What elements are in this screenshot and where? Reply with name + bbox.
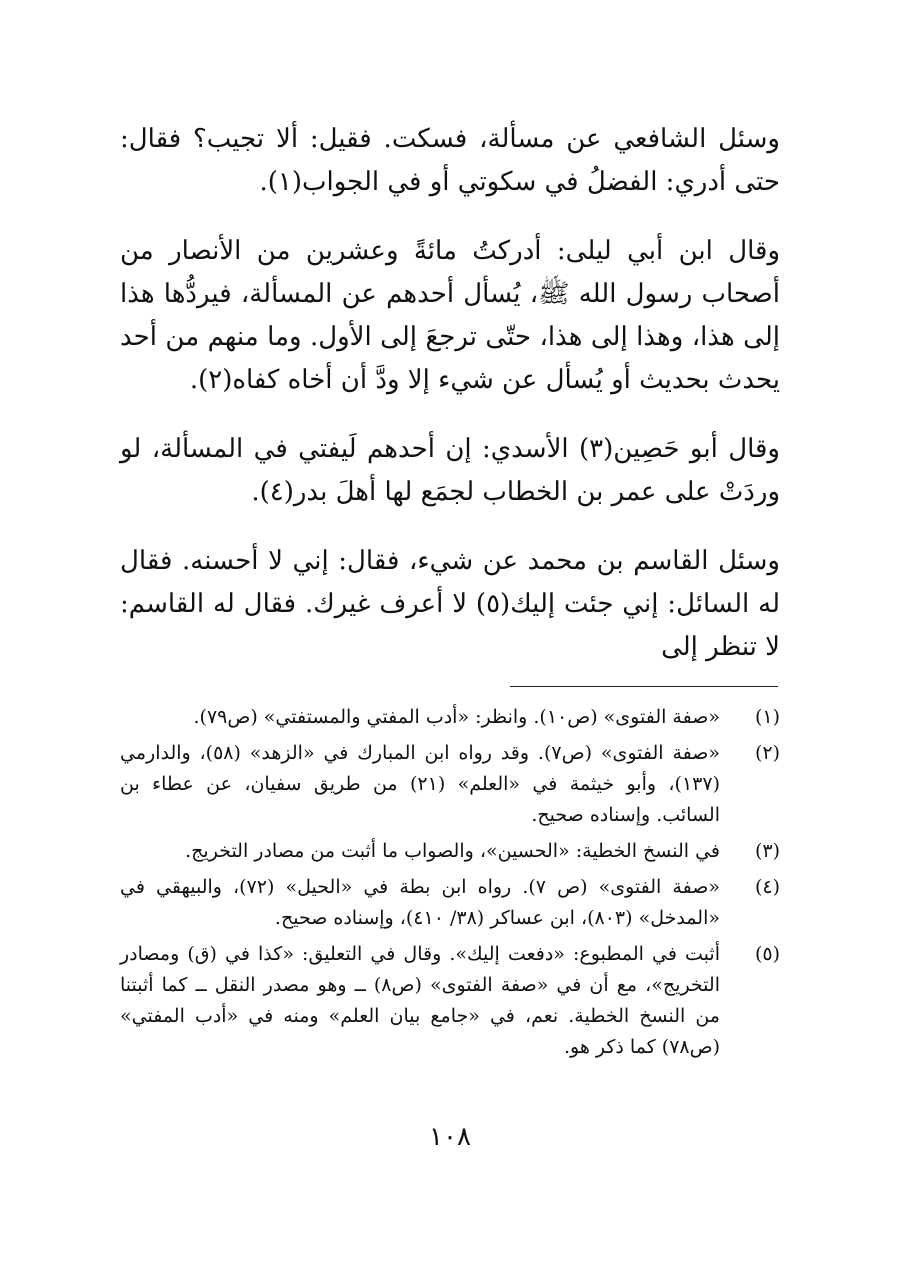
footnote xyxy=(120,939,780,1063)
footnote-number: (٥) xyxy=(754,943,780,965)
paragraph: وقال ابن أبي ليلى: أدركتُ مائةً وعشرين من الأنصار من أصحاب رسول الله ﷺ، يُسأل أحدهم عن المسألة، فيردُّها هذا إلى هذا، وهذا إلى هذا، حتّى ترجعَ إلى الأول. وما منهم من أحد يحدث بحديث أو يُسأل عن شيء إلا ودَّ أن أخاه كفاه(٢). xyxy=(120,236,780,395)
footnote-separator xyxy=(510,686,778,687)
page-number: ١٠٨ xyxy=(429,1122,471,1152)
footnote-text: «صفة الفتوى» (ص ٧). رواه ابن بطة في «الحيل» (٧٢)، والبيهقي في «المدخل» (٨٠٣)، ابن عساكر (٣٨/ ٤١٠)، وإسناده صحيح. xyxy=(120,876,720,929)
paragraph: وقال أبو حَصِين(٣) الأسدي: إن أحدهم لَيفتي في المسألة، لو وردَتْ على عمر بن الخطاب لجمَع لها أهلَ بدر(٤). xyxy=(120,434,780,507)
footnote xyxy=(120,836,780,867)
paragraph: وسئل القاسم بن محمد عن شيء، فقال: إني لا أحسنه. فقال له السائل: إني جئت إليك(٥) لا أعرف غيرك. فقال له القاسم: لا تنظر إلى xyxy=(120,546,780,662)
footnote-number: (٣) xyxy=(754,840,780,862)
footnote xyxy=(120,738,780,831)
footnote-number: (٢) xyxy=(754,742,780,764)
footnote xyxy=(120,872,780,934)
footnote-number: (٤) xyxy=(754,876,780,898)
footnote-text: أثبت في المطبوع: «دفعت إليك». وقال في التعليق: «كذا في (ق) ومصادر التخريج»، مع أن في «صفة الفتوى» (ص٨) ــ وهو مصدر النقل ــ كما أثبتنا من النسخ الخطية. نعم، في «جامع بيان العلم» ومنه في «أدب المفتي» (ص٧٨) كما ذكر هو. xyxy=(120,943,720,1058)
footnote-number: (١) xyxy=(754,706,780,728)
footnote-text: «صفة الفتوى» (ص١٠). وانظر: «أدب المفتي والمستفتي» (ص٧٩). xyxy=(193,706,720,728)
main-text xyxy=(120,118,780,695)
footnote xyxy=(120,702,780,733)
footnote-text: في النسخ الخطية: «الحسين»، والصواب ما أثبت من مصادر التخريج. xyxy=(185,840,720,862)
footnote-text: «صفة الفتوى» (ص٧). وقد رواه ابن المبارك في «الزهد» (٥٨)، والدارمي (١٣٧)، وأبو خيثمة في «العلم» (٢١) من طريق سفيان، عن عطاء بن السائب. وإسناده صحيح. xyxy=(120,742,720,826)
footnotes xyxy=(120,702,780,1068)
paragraph: وسئل الشافعي عن مسألة، فسكت. فقيل: ألا تجيب؟ فقال: حتى أدري: الفضلُ في سكوتي أو في الجواب(١). xyxy=(120,124,780,197)
